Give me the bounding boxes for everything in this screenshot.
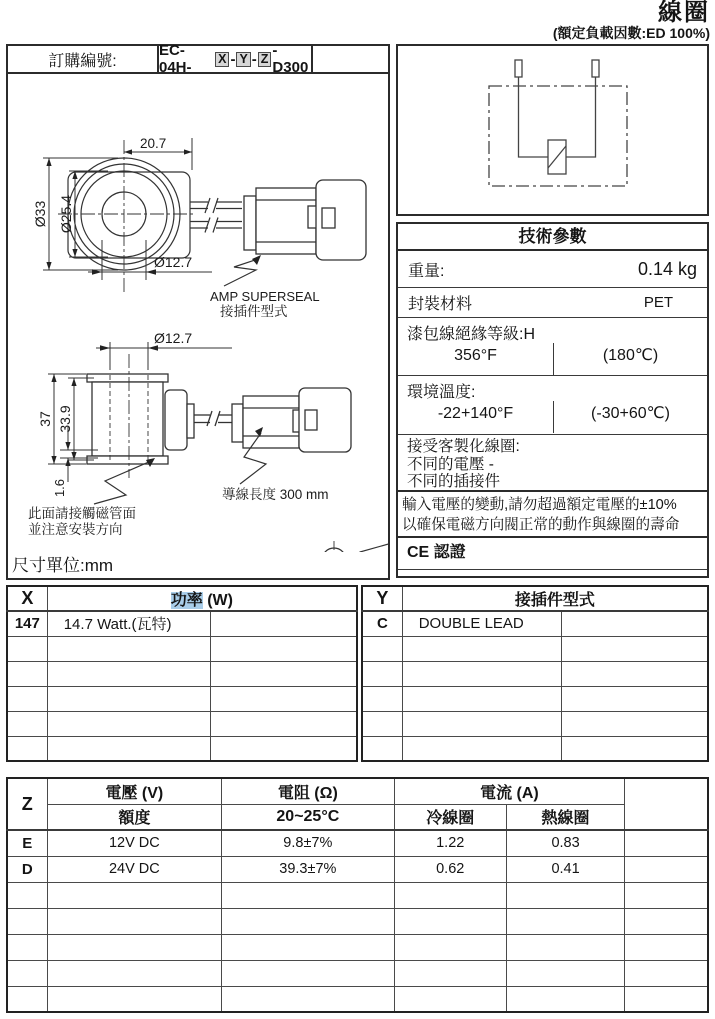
page-header: [553, 1, 710, 41]
empty-cell: [506, 986, 624, 1012]
empty-cell: [625, 934, 708, 960]
power-code-cell: 147: [7, 611, 47, 636]
ce-certification-row: CE 認證: [398, 538, 707, 570]
empty-cell: [210, 636, 357, 661]
custom-coil-line1: 接受客製化線圈:: [407, 438, 520, 455]
power-title-highlighted: 功率: [170, 592, 203, 609]
page-subtitle: (額定負載因數:ED 100%): [552, 25, 710, 41]
dim-1-6-label: 1.6: [52, 478, 67, 498]
power-table-key: X: [7, 586, 47, 611]
order-number-label: 訂購編號:: [48, 52, 117, 70]
front-view: [58, 140, 242, 292]
empty-cell: [561, 711, 708, 736]
empty-cell: [7, 934, 47, 960]
table-row: [7, 986, 708, 1012]
lead-length-label: 導線長度 300 mm: [222, 487, 329, 502]
insulation-fahrenheit: 356°F: [454, 347, 497, 364]
electrical-table: [6, 777, 709, 1013]
empty-cell: [625, 856, 708, 882]
empty-cell: [402, 686, 561, 711]
weight-value: 0.14 kg: [637, 258, 697, 279]
empty-cell: [362, 661, 402, 686]
table-row: [362, 661, 708, 686]
empty-cell: [47, 711, 210, 736]
rated-header: 額度: [47, 804, 221, 830]
empty-cell: [7, 908, 47, 934]
empty-cell: [394, 986, 506, 1012]
current-header: 電流 (A): [394, 778, 625, 804]
empty-header-cell: [625, 778, 708, 830]
empty-cell: [561, 636, 708, 661]
empty-cell: [625, 986, 708, 1012]
voltage-code-cell: D: [7, 856, 47, 882]
empty-cell: [210, 661, 357, 686]
voltage-code-cell: E: [7, 830, 47, 856]
ambient-label: 環境溫度:: [407, 384, 476, 401]
empty-cell: [362, 736, 402, 761]
ambient-celsius: (-30+60℃): [553, 401, 707, 433]
hot-current-cell: 0.83: [506, 830, 624, 856]
empty-cell: [222, 908, 394, 934]
voltage-cell: 12V DC: [47, 830, 221, 856]
voltage-variation-note: [398, 492, 707, 538]
dim-d12-7-side: [96, 330, 232, 370]
empty-cell: [222, 960, 394, 986]
custom-coil-line2: 不同的電壓 -: [407, 455, 494, 473]
table-row: [362, 611, 708, 636]
empty-cell: [47, 960, 221, 986]
power-title-rest: (W): [202, 592, 233, 609]
amp-superseal-callout: [210, 255, 320, 319]
empty-cell: [394, 960, 506, 986]
voltage-note-line1: 輸入電壓的變動,請勿超過額定電壓的±10%: [402, 497, 677, 513]
resistance-cell: 9.8±7%: [222, 830, 394, 856]
empty-cell: [7, 960, 47, 986]
empty-cell: [47, 908, 221, 934]
empty-cell: [7, 736, 47, 761]
empty-cell: [506, 908, 624, 934]
empty-cell: [561, 611, 708, 636]
table-row: [7, 611, 357, 636]
resistance-header: 電阻 (Ω): [222, 778, 394, 804]
order-number-code: [157, 42, 313, 76]
page-title: 線圈: [658, 0, 710, 26]
dim-d33-label: Ø33: [32, 200, 48, 228]
dim-d12-7-side-label: Ø12.7: [154, 330, 193, 346]
enclosure-outline: [489, 86, 627, 186]
order-code-z-box: Z: [258, 52, 272, 67]
dim-d25-4-label: Ø25.4: [58, 194, 74, 234]
table-row: [7, 856, 708, 882]
order-code-x-box: X: [215, 52, 229, 67]
empty-cell: [625, 882, 708, 908]
connector-type-note-line2: 接插件型式: [220, 304, 288, 319]
table-row: [7, 636, 357, 661]
order-code-y-box: Y: [236, 52, 250, 67]
empty-cell: [47, 986, 221, 1012]
connector-table-key: Y: [362, 586, 402, 611]
front-connector: [244, 180, 366, 260]
table-row: [7, 960, 708, 986]
technical-drawing-svg: [8, 74, 388, 552]
empty-cell: [47, 934, 221, 960]
connector-table-header: [362, 586, 708, 611]
temperature-header: 20~25°C: [222, 804, 394, 830]
empty-cell: [561, 686, 708, 711]
dim-20-7-label: 20.7: [140, 136, 167, 151]
insulation-celsius: (180℃): [553, 343, 707, 375]
connector-code-cell: C: [362, 611, 402, 636]
power-table-title: [47, 586, 357, 611]
order-code-prefix: EC-04H-: [159, 42, 192, 76]
empty-cell: [506, 934, 624, 960]
projection-symbol: [315, 541, 388, 552]
table-row: [362, 686, 708, 711]
empty-cell: [210, 686, 357, 711]
order-code-suffix: -D300: [272, 42, 309, 76]
empty-cell: [222, 882, 394, 908]
empty-cell: [7, 986, 47, 1012]
cold-coil-header: 冷線圈: [394, 804, 506, 830]
empty-cell: [394, 882, 506, 908]
table-row: [7, 882, 708, 908]
tech-params-title: 技術參數: [398, 224, 707, 251]
tech-params-panel: [396, 222, 709, 578]
table-row: [7, 830, 708, 856]
cold-current-cell: 1.22: [394, 830, 506, 856]
material-label: 封裝材料: [408, 296, 473, 313]
connector-type-table: [361, 585, 709, 762]
order-number-row: [8, 42, 388, 76]
ambient-row: [398, 376, 707, 435]
voltage-header: 電壓 (V): [47, 778, 221, 804]
electrical-table-header: [7, 778, 708, 804]
insulation-row: [398, 318, 707, 376]
empty-cell: [362, 711, 402, 736]
empty-cell: [47, 636, 210, 661]
empty-cell: [402, 711, 561, 736]
custom-coil-row: [398, 435, 707, 492]
empty-cell: [7, 661, 47, 686]
empty-cell: [625, 830, 708, 856]
empty-cell: [561, 736, 708, 761]
table-row: [7, 736, 357, 761]
connector-value-cell: DOUBLE LEAD: [402, 611, 561, 636]
empty-cell: [506, 960, 624, 986]
empty-cell: [222, 986, 394, 1012]
connector-table-title: 接插件型式: [402, 586, 708, 611]
empty-cell: [561, 661, 708, 686]
order-code-sep2: -: [251, 50, 257, 68]
custom-coil-line3: 不同的插接件: [407, 473, 501, 490]
material-value: PET: [643, 294, 673, 311]
empty-cell: [47, 661, 210, 686]
empty-cell: [7, 711, 47, 736]
terminal-left: [515, 60, 522, 77]
resistance-cell: 39.3±7%: [222, 856, 394, 882]
table-row: [362, 711, 708, 736]
empty-cell: [506, 882, 624, 908]
side-connector: [232, 388, 351, 452]
empty-cell: [394, 934, 506, 960]
side-view: [87, 354, 232, 478]
empty-cell: [7, 636, 47, 661]
hot-coil-header: 熱線圈: [506, 804, 624, 830]
table-row: [7, 934, 708, 960]
empty-cell: [210, 611, 357, 636]
table-row: [7, 908, 708, 934]
mount-note-line1: 此面請接觸磁管面: [28, 506, 136, 521]
empty-cell: [402, 736, 561, 761]
table-row: [362, 636, 708, 661]
empty-cell: [362, 686, 402, 711]
order-code-sep1: -: [230, 50, 236, 68]
empty-cell: [222, 934, 394, 960]
mount-face-callout: [28, 458, 155, 537]
dim-33-9: [57, 378, 94, 460]
schematic-box: [396, 44, 709, 216]
voltage-note-line2: 以確保電磁方向閥正常的動作與線圈的壽命: [402, 517, 680, 533]
dim-d12-7-front-label: Ø12.7: [154, 254, 193, 270]
empty-cell: [47, 686, 210, 711]
empty-cell: [7, 882, 47, 908]
ambient-fahrenheit: -22+140°F: [437, 405, 514, 422]
dim-37-label: 37: [37, 411, 53, 427]
mount-note-line2: 並注意安裝方向: [28, 522, 123, 537]
voltage-cell: 24V DC: [47, 856, 221, 882]
empty-cell: [210, 736, 357, 761]
drawing-box: [6, 44, 390, 580]
table-row: [362, 736, 708, 761]
weight-label: 重量:: [408, 262, 445, 280]
electrical-table-subheader: [7, 804, 708, 830]
dim-33-9-label: 33.9: [57, 405, 73, 433]
empty-cell: [47, 882, 221, 908]
coil-schematic-svg: [398, 46, 707, 214]
empty-cell: [394, 908, 506, 934]
terminal-right: [592, 60, 599, 77]
power-value-cell: 14.7 Watt.(瓦特): [47, 611, 210, 636]
hot-current-cell: 0.41: [506, 856, 624, 882]
empty-cell: [47, 736, 210, 761]
empty-cell: [362, 636, 402, 661]
cold-current-cell: 0.62: [394, 856, 506, 882]
empty-cell: [7, 686, 47, 711]
table-row: [7, 661, 357, 686]
empty-cell: [210, 711, 357, 736]
coil-schematic: [489, 60, 627, 186]
power-table-header: [7, 586, 357, 611]
electrical-table-key: Z: [7, 778, 47, 830]
material-row: [398, 288, 707, 318]
weight-row: [398, 251, 707, 288]
table-row: [7, 711, 357, 736]
empty-cell: [402, 636, 561, 661]
empty-cell: [625, 960, 708, 986]
empty-cell: [625, 908, 708, 934]
power-table: [6, 585, 358, 762]
connector-type-note-line1: AMP SUPERSEAL: [210, 289, 320, 304]
insulation-label: 漆包線絕緣等級:H: [407, 326, 536, 343]
table-row: [7, 686, 357, 711]
empty-cell: [402, 661, 561, 686]
unit-note: 尺寸單位:mm: [12, 556, 114, 575]
